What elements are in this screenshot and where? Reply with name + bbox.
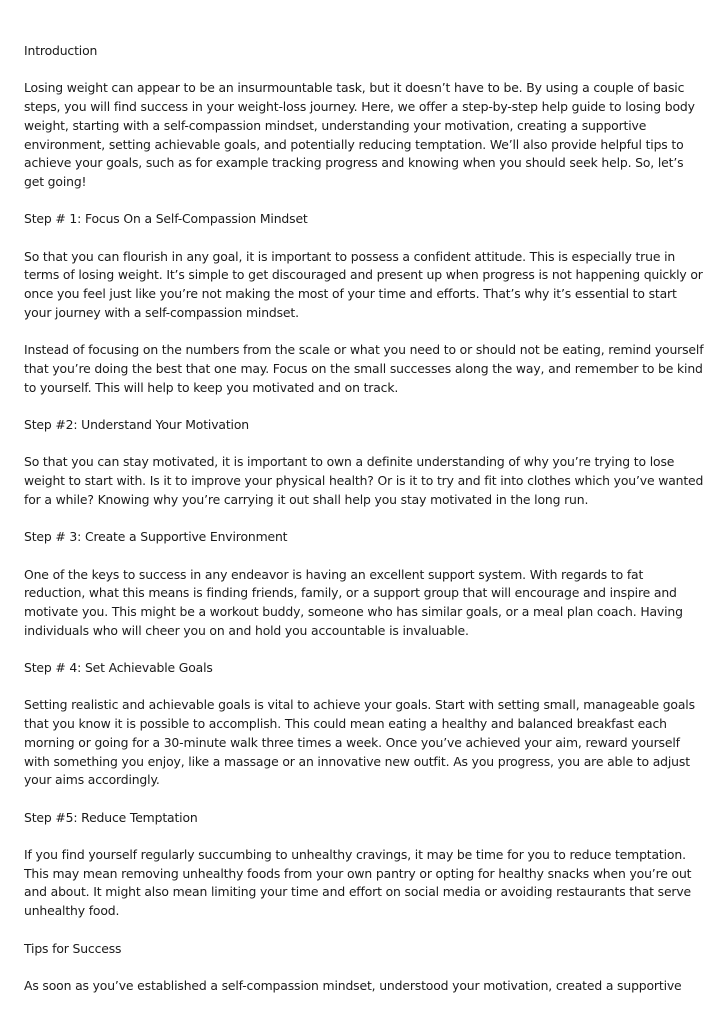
paragraph-step-1-b: Instead of focusing on the numbers from the scale or what you need to or should not be eating, remind yourself that you’re doing the best that one may. Focus on the small successes along the way, and remember to be kind to yourself. This will help to keep you motivated and on track. xyxy=(24,342,704,395)
section-heading-step-2: Step #2: Understand Your Motivation xyxy=(24,416,249,432)
paragraph-step-1-a: So that you can flourish in any goal, it is important to possess a confident attitude. This is especially true in terms of losing weight. It’s simple to get discouraged and present up when progress is not happening quickly or once you feel just like you’re not making the most of your time and efforts. That’s why it’s essential to start your journey with a self-compassion mindset. xyxy=(24,248,703,320)
section-heading-step-1: Step # 1: Focus On a Self-Compassion Mindset xyxy=(24,211,308,227)
section-heading-introduction: Introduction xyxy=(24,43,98,58)
section-heading-step-3: Step # 3: Create a Supportive Environment xyxy=(24,529,288,545)
section-heading-tips: Tips for Success xyxy=(24,940,122,956)
document-body xyxy=(24,42,704,1014)
paragraph-introduction: Losing weight can appear to be an insurmountable task, but it doesn’t have to be. By using a couple of basic steps, you will find success in your weight-loss journey. Here, we offer a step-by-step help guide to losing body weight, starting with a self-compassion mindset, understanding your motivation, creating a supportive environment, setting achievable goals, and potentially reducing temptation. We’ll also provide helpful tips to achieve your goals, such as for example tracking progress and knowing when you should seek help. So, let’s get going! xyxy=(24,80,695,189)
section-heading-step-5: Step #5: Reduce Temptation xyxy=(24,809,198,825)
paragraph-step-4: Setting realistic and achievable goals is vital to achieve your goals. Start with setting small, manageable goals that you know it is possible to accomplish. This could mean eating a healthy and balanced breakfast each morning or going for a 30-minute walk three times a week. Once you’ve achieved your aim, reward yourself with something you enjoy, like a massage or an innovative new outfit. As you progress, you are able to adjust your aims accordingly. xyxy=(24,697,695,788)
paragraph-step-3: One of the keys to success in any endeavor is having an excellent support system. With regards to fat reduction, what this means is finding friends, family, or a support group that will encourage and inspire and motivate you. This might be a workout buddy, someone who has similar goals, or a meal plan coach. Having individuals who will cheer you on and hold you accountable is invaluable. xyxy=(24,566,683,638)
section-heading-step-4: Step # 4: Set Achievable Goals xyxy=(24,660,213,676)
paragraph-step-2: So that you can stay motivated, it is important to own a definite understanding of why you’re trying to lose weight to start with. Is it to improve your physical health? Or is it to try and fit into clothes which you’ve wanted for a while? Knowing why you’re carrying it out shall help you stay motivated in the long run. xyxy=(24,454,704,507)
paragraph-step-5: If you find yourself regularly succumbing to unhealthy cravings, it may be time for you to reduce temptation. This may mean removing unhealthy foods from your own pantry or opting for healthy snacks when you’re out and about. It might also mean limiting your time and effort on social media or avoiding restaurants that serve unhealthy food. xyxy=(24,847,692,919)
paragraph-tips: As soon as you’ve established a self-compassion mindset, understood your motivation, created a supportive xyxy=(24,977,682,993)
